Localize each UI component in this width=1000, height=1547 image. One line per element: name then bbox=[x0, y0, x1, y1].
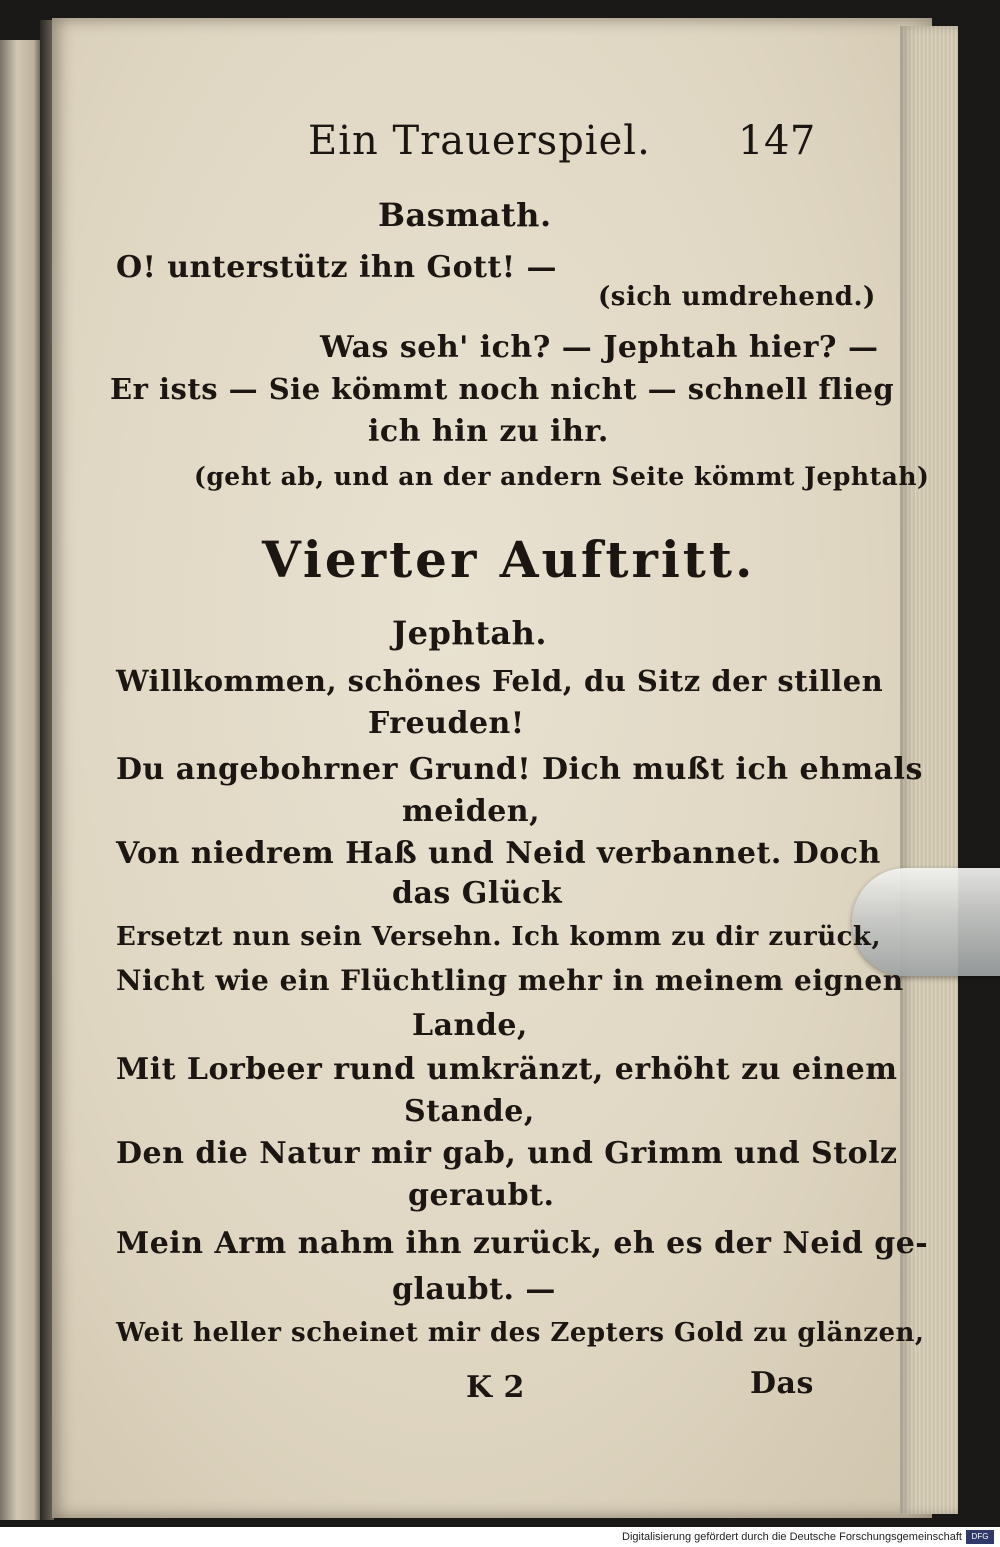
digitization-credit: Digitalisierung gefördert durch die Deutsche Forschungsgemeinschaft bbox=[622, 1531, 962, 1543]
verse-line: Du angebohrner Grund! Dich mußt ich ehmals bbox=[116, 752, 923, 787]
verse-line: Von niedrem Haß und Neid verbannet. Doch bbox=[116, 836, 881, 871]
verse-line: Weit heller scheinet mir des Zepters Gold zu glänzen, bbox=[116, 1318, 925, 1348]
verse-line: Mein Arm nahm ihn zurück, eh es der Neid ge- bbox=[116, 1226, 929, 1261]
verse-line: Nicht wie ein Flüchtling mehr in meinem eignen bbox=[116, 964, 904, 997]
verse-line: meiden, bbox=[402, 794, 541, 829]
page-number: 147 bbox=[738, 118, 816, 164]
verse-line: Ersetzt nun sein Versehn. Ich komm zu dir zurück, bbox=[116, 922, 881, 952]
speaker-basmath: Basmath. bbox=[378, 196, 552, 234]
verse-line: Stande, bbox=[404, 1094, 535, 1129]
speaker-jephtah: Jephtah. bbox=[392, 614, 548, 652]
catchword: Das bbox=[750, 1366, 814, 1401]
stage-direction: (geht ab, und an der andern Seite kömmt Jephtah) bbox=[194, 462, 930, 491]
scene-heading: Vierter Auftritt. bbox=[262, 530, 756, 589]
verse-line: Mit Lorbeer rund umkränzt, erhöht zu einem bbox=[116, 1052, 898, 1087]
stage-direction: (sich umdrehend.) bbox=[598, 282, 876, 312]
dfg-logo-icon: DFG bbox=[966, 1530, 994, 1544]
verse-line: Was seh' ich? — Jephtah hier? — bbox=[320, 330, 879, 365]
verse-line: ich hin zu ihr. bbox=[368, 414, 609, 449]
verse-line: Er ists — Sie kömmt noch nicht — schnell flieg bbox=[110, 372, 895, 406]
verse-line: geraubt. bbox=[408, 1178, 555, 1213]
signature-mark: K 2 bbox=[466, 1370, 525, 1405]
verse-line: Freuden! bbox=[368, 706, 525, 741]
verse-line: Willkommen, schönes Feld, du Sitz der stillen bbox=[116, 664, 884, 698]
verse-line: das Glück bbox=[392, 876, 563, 911]
verse-line: Lande, bbox=[412, 1008, 528, 1043]
verse-line: O! unterstütz ihn Gott! — bbox=[116, 250, 557, 285]
verse-line: glaubt. — bbox=[392, 1272, 556, 1307]
verse-line: Den die Natur mir gab, und Grimm und Stolz bbox=[116, 1136, 898, 1171]
digitization-footer bbox=[0, 1527, 1000, 1547]
running-head: Ein Trauerspiel. bbox=[308, 118, 651, 164]
